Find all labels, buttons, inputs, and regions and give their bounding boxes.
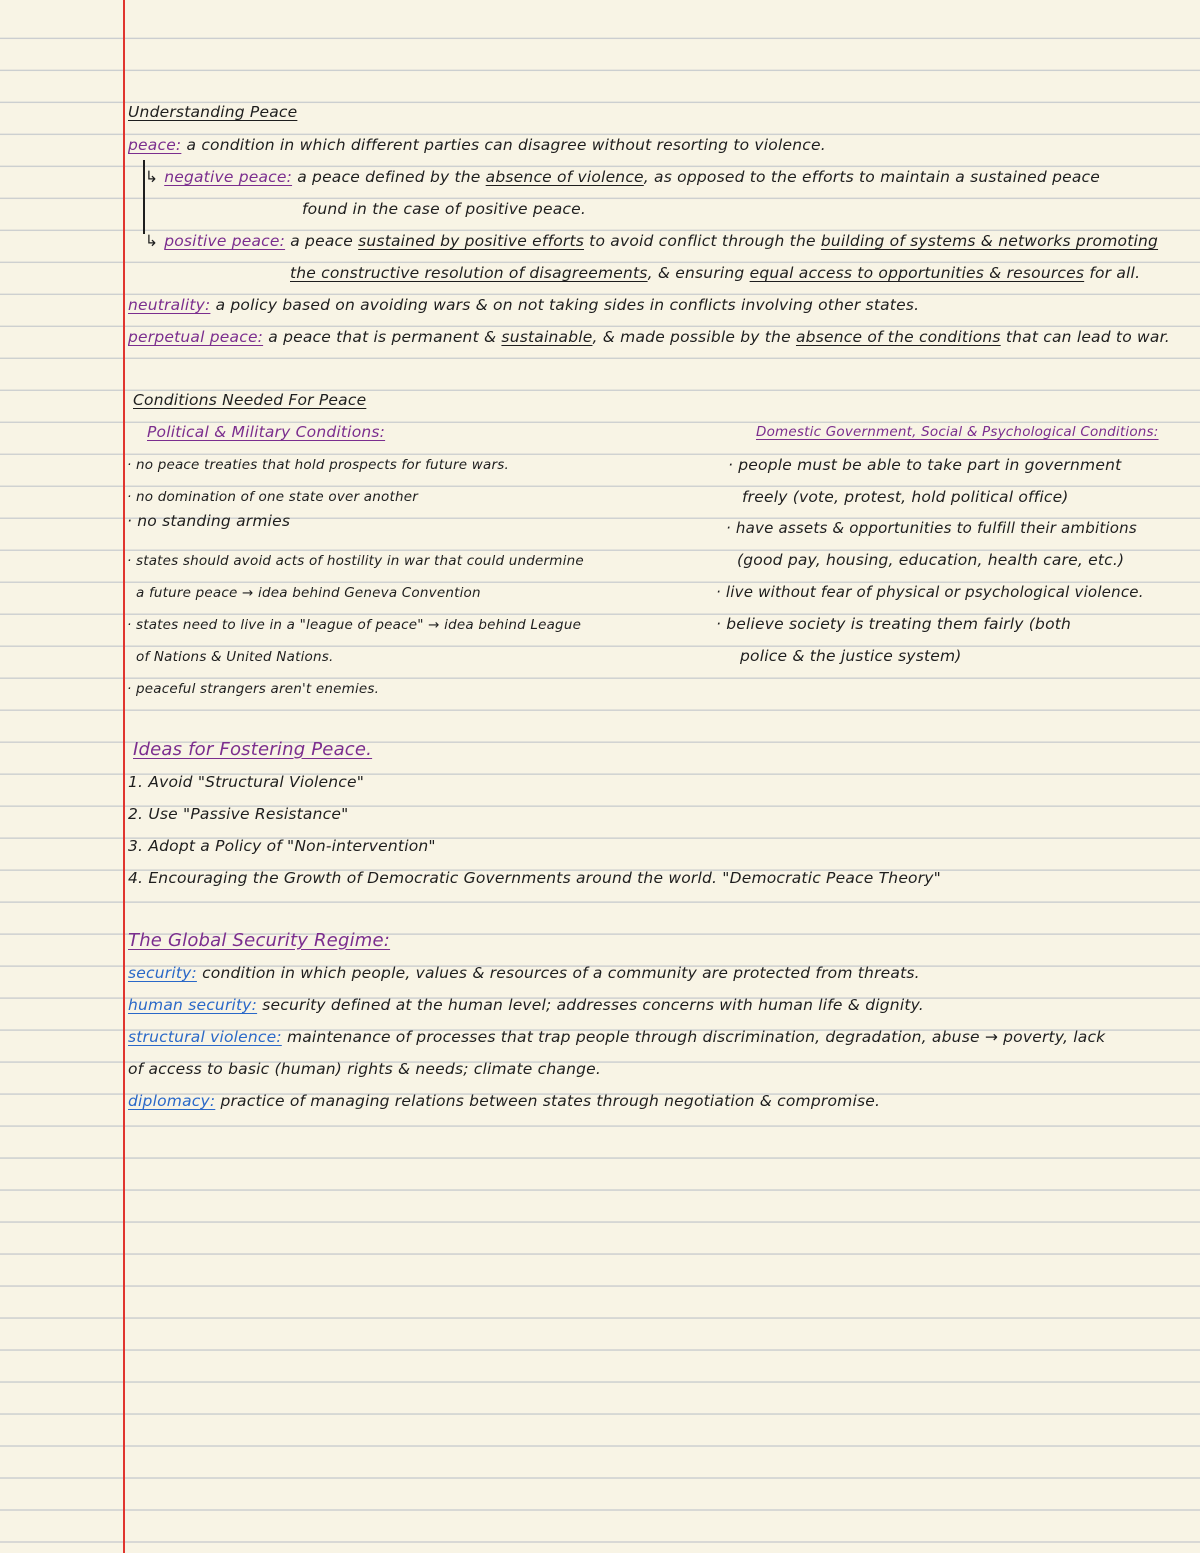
structural-violence-term: structural violence:: [128, 1028, 282, 1046]
positive-def-h: for all.: [1089, 264, 1141, 282]
political-item: · no domination of one state over another: [127, 489, 418, 505]
security-definition: [128, 963, 920, 983]
political-item: · states should avoid acts of hostility in war that could undermine: [127, 553, 584, 569]
positive-def-g: equal access to opportunities & resources: [749, 264, 1085, 282]
domestic-conditions-title: Domestic Government, Social & Psychological Conditions:: [756, 424, 1159, 440]
negative-def-c: , as opposed to the efforts to maintain a sustained peace: [643, 168, 1100, 186]
heading-conditions: Conditions Needed For Peace: [133, 391, 367, 409]
political-item: · states need to live in a "league of peace" → idea behind League: [127, 617, 582, 633]
political-item: a future peace → idea behind Geneva Convention: [127, 585, 481, 601]
structural-violence-definition: [128, 1027, 1105, 1047]
idea-item: 2. Use "Passive Resistance": [128, 805, 349, 823]
idea-item: 1. Avoid "Structural Violence": [128, 773, 365, 791]
idea-item: 3. Adopt a Policy of "Non-intervention": [128, 837, 436, 855]
positive-def-a: a peace: [290, 232, 353, 250]
arrow-icon: ↳: [145, 232, 159, 250]
domestic-item: · live without fear of physical or psychological violence.: [716, 583, 1144, 601]
peace-definition: [128, 135, 826, 155]
structural-violence-def-b: of access to basic (human) rights & needs; climate change.: [128, 1060, 602, 1078]
positive-def-c: to avoid conflict through the: [589, 232, 816, 250]
human-security-term: human security:: [128, 996, 258, 1014]
domestic-item: police & the justice system): [740, 647, 962, 665]
perpetual-def-e: that can lead to war.: [1005, 328, 1170, 346]
peace-def: a condition in which different parties can disagree without resorting to violence.: [186, 136, 826, 154]
perpetual-def-b: sustainable: [501, 328, 593, 346]
margin-line: [123, 0, 125, 1553]
structural-violence-def-a: maintenance of processes that trap people through discrimination, degradation, abuse → poverty, lack: [286, 1028, 1106, 1046]
neutrality-def: a policy based on avoiding wars & on not taking sides in conflicts involving other states.: [215, 296, 920, 314]
positive-peace-definition: [145, 231, 1158, 251]
perpetual-peace-definition: [128, 327, 1170, 347]
neutrality-term: neutrality:: [128, 296, 211, 314]
perpetual-def-a: a peace that is permanent &: [268, 328, 497, 346]
positive-def-e: the constructive resolution of disagreements: [290, 264, 648, 282]
positive-definition-cont: [290, 263, 1140, 283]
arrow-icon: ↳: [145, 168, 159, 186]
negative-def-d: found in the case of positive peace.: [302, 200, 586, 218]
domestic-item: · people must be able to take part in government: [728, 456, 1122, 474]
perpetual-def-d: absence of the conditions: [795, 328, 1001, 346]
positive-def-b: sustained by positive efforts: [358, 232, 585, 250]
heading-ideas: Ideas for Fostering Peace.: [133, 739, 373, 760]
peace-term: peace:: [128, 136, 182, 154]
positive-peace-term: positive peace:: [164, 232, 286, 250]
domestic-item: (good pay, housing, education, health care, etc.): [737, 551, 1125, 569]
negative-peace-term: negative peace:: [164, 168, 293, 186]
human-security-def: security defined at the human level; addresses concerns with human life & dignity.: [262, 996, 924, 1014]
negative-peace-definition: [145, 167, 1100, 187]
idea-item: 4. Encouraging the Growth of Democratic Governments around the world. "Democratic Peace Theory": [128, 869, 942, 887]
heading-understanding-peace: Understanding Peace: [128, 103, 298, 121]
political-item: · no standing armies: [127, 512, 291, 530]
negative-def-b: absence of violence: [485, 168, 644, 186]
domestic-item: · have assets & opportunities to fulfill their ambitions: [726, 519, 1137, 537]
diplomacy-definition: [128, 1091, 880, 1111]
positive-def-d: building of systems & networks promoting: [820, 232, 1159, 250]
heading-global-security: The Global Security Regime:: [128, 930, 391, 951]
domestic-item: freely (vote, protest, hold political office): [742, 488, 1069, 506]
negative-def-a: a peace defined by the: [297, 168, 481, 186]
human-security-definition: [128, 995, 924, 1015]
political-conditions-title: Political & Military Conditions:: [147, 423, 386, 441]
security-term: security:: [128, 964, 197, 982]
positive-def-f: , & ensuring: [647, 264, 745, 282]
perpetual-def-c: , & made possible by the: [592, 328, 791, 346]
political-item: · no peace treaties that hold prospects for future wars.: [127, 457, 509, 473]
domestic-item: · believe society is treating them fairly (both: [716, 615, 1072, 633]
diplomacy-def: practice of managing relations between states through negotiation & compromise.: [220, 1092, 881, 1110]
political-item: of Nations & United Nations.: [127, 649, 334, 665]
political-item: · peaceful strangers aren't enemies.: [127, 681, 380, 697]
neutrality-definition: [128, 295, 919, 315]
security-def: condition in which people, values & resources of a community are protected from threats.: [202, 964, 920, 982]
diplomacy-term: diplomacy:: [128, 1092, 216, 1110]
perpetual-term: perpetual peace:: [128, 328, 264, 346]
